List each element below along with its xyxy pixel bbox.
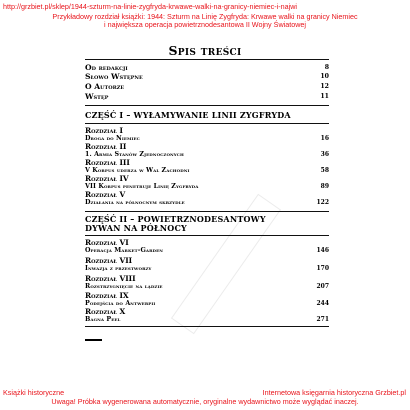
- chapter-head: Rozdział VI: [85, 238, 129, 247]
- chapter-entry: 1. Armia Stanów Zjednoczonych 36: [85, 151, 329, 158]
- part-title-line-2: DYWAN NA PÓŁNOCY: [85, 223, 187, 233]
- part-title: CZĘŚĆ I – WYŁAMYWANIE LINII ZYGFRYDA: [85, 110, 291, 120]
- toc-entry-label: Słowo Wstępne: [85, 72, 143, 81]
- toc-entry-page: 12: [320, 83, 329, 90]
- chapter-entry: V Korpus uderza w Wal Zachodni 58: [85, 167, 329, 174]
- toc-entry-label: Wstęp: [85, 92, 109, 101]
- chapter-head: Rozdział I: [85, 126, 123, 135]
- toc-entry: [85, 82, 329, 92]
- part-title-line-1: CZĘŚĆ II – POWIETRZNODESANTOWY: [85, 214, 266, 224]
- chapter-entry: Bagna Peel 271: [85, 316, 329, 323]
- divider: [85, 235, 329, 236]
- divider-top: [85, 59, 329, 60]
- chapter-head: Rozdział VII: [85, 256, 133, 265]
- toc-entry-page: 8: [324, 64, 329, 71]
- header-line-1: Przykładowy rozdział książki: 1944: Szturm na Linię Zygfryda: Krwawe walki na granicy Niemiec: [52, 12, 358, 21]
- divider-bottom: [85, 326, 329, 327]
- header-line-2: i największa operacja powietrznodesantowa II Wojny Światowej: [103, 20, 307, 29]
- page-title: Spis treści: [168, 43, 242, 58]
- chapter-head: Rozdział IX: [85, 291, 129, 300]
- chapter-entry: Inwazja z przestworzy 170: [85, 265, 329, 272]
- chapter-entry: Rozstrzygnięcie na lądzie 207: [85, 283, 329, 290]
- chapter-entry: Działania na północnym skrzydle 122: [85, 199, 329, 206]
- toc-entry-label: O Autorze: [85, 82, 125, 91]
- chapter-entry: VII Korpus penetruje Linię Zygfryda 89: [85, 183, 329, 190]
- source-url-link[interactable]: http://grzbiet.pl/sklep/1944-szturm-na-linie-zygfryda-krwawe-walki-na-granicy-niemiec-i-najwi: [3, 2, 297, 11]
- toc-entry-page: 11: [320, 93, 329, 100]
- chapter-entry: Operacja Market-Garden 146: [85, 247, 329, 254]
- chapter-head: Rozdział VIII: [85, 274, 136, 283]
- divider: [85, 123, 329, 124]
- toc-entry: [85, 72, 329, 82]
- footer-left-link[interactable]: Książki historyczne: [3, 388, 65, 397]
- chapter-head: Rozdział III: [85, 158, 130, 167]
- toc-entry: [85, 92, 329, 102]
- chapter-head: Rozdział II: [85, 142, 127, 151]
- chapter-head: Rozdział IV: [85, 174, 129, 183]
- toc-entry-label: Od redakcji: [85, 63, 128, 72]
- chapter-entry: Droga do Niemiec 16: [85, 135, 329, 142]
- divider: [85, 211, 329, 212]
- chapter-head: Rozdział V: [85, 190, 126, 199]
- chapter-entry: Podejścia do Antwerpii 244: [85, 300, 329, 307]
- end-dash: [85, 339, 102, 341]
- toc-entry-page: 10: [320, 73, 329, 80]
- footer-disclaimer: Uwaga! Próbka wygenerowana automatycznie, oryginalne wydawnictwo może wyglądać inaczej.: [51, 397, 359, 406]
- chapter-head: Rozdział X: [85, 307, 126, 316]
- divider: [85, 105, 329, 106]
- footer-right-link[interactable]: Internetowa księgarnia historyczna Grzbiet.pl: [262, 388, 406, 397]
